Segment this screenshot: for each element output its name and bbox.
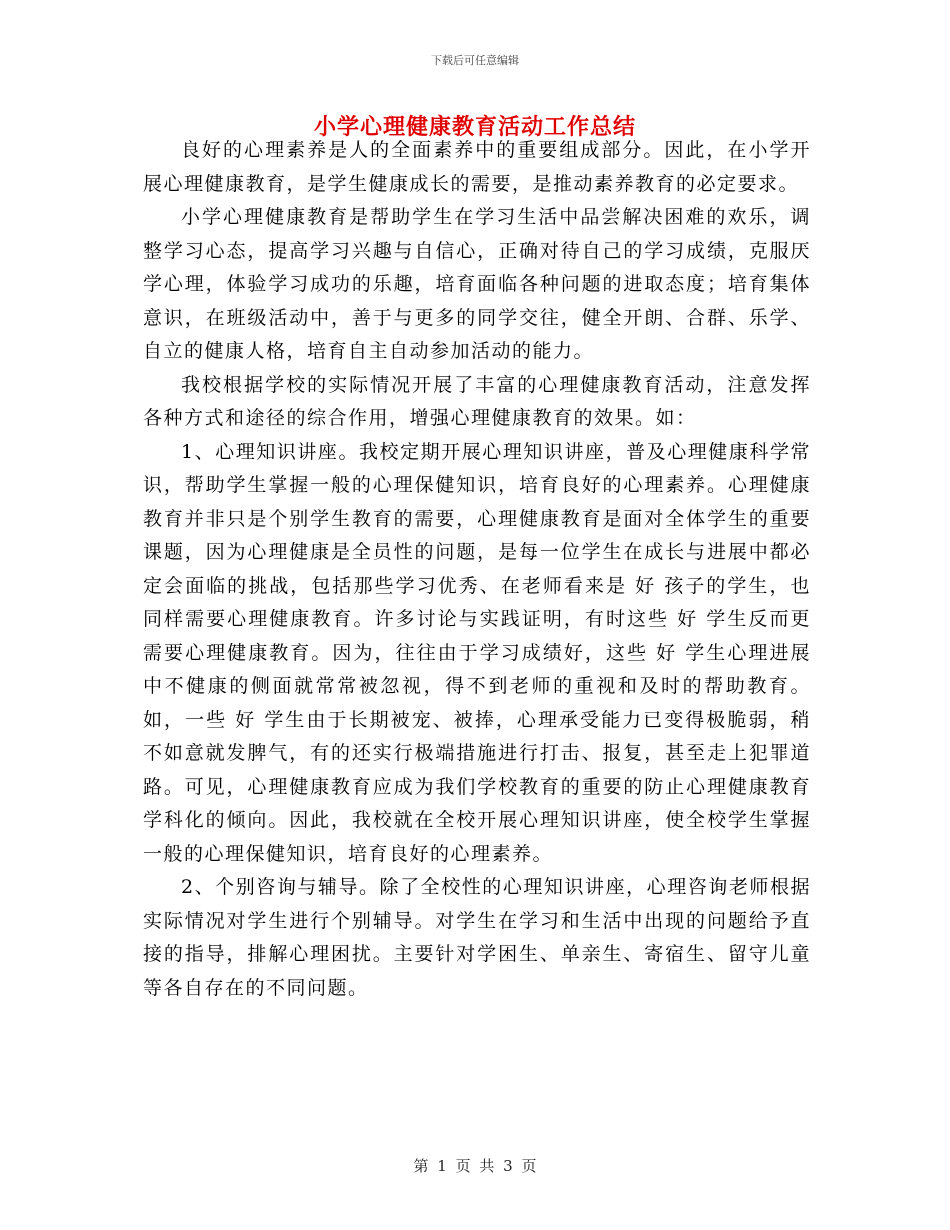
document-body: [143, 134, 811, 1005]
paragraph: 2、个别咨询与辅导。除了全校性的心理知识讲座，心理咨询老师根据实际情况对学生进行个别辅导。对学生在学习和生活中出现的问题给予直接的指导，排解心理困扰。主要针对学困生、单亲生、寄宿生、留守儿童等各自存在的不同问题。: [143, 876, 811, 999]
paragraph: 我校根据学校的实际情况开展了丰富的心理健康教育活动，注意发挥各种方式和途径的综合作用，增强心理健康教育的效果。如：: [143, 373, 811, 429]
paragraph: 1、心理知识讲座。我校定期开展心理知识讲座，普及心理健康科学常识，帮助学生掌握一般的心理保健知识，培育良好的心理素养。心理健康教育并非只是个别学生教育的需要，心理健康教育是面对全体学生的重要课题，因为心理健康是全员性的问题，是每一位学生在成长与进展中都必定会面临的挑战，包括那些学习优秀、在老师看来是 好 孩子的学生，也同样需要心理健康教育。许多讨论与实践证明，有时这些 好 学生反而更需要心理健康教育。因为，往往由于学习成绩好，这些 好 学生心理进展中不健康的侧面就常常被忽视，得不到老师的重视和及时的帮助教育。如，一些 好 学生由于长期被宠、被捧，心理承受能力已变得极脆弱，稍不如意就发脾气，有的还实行极端措施进行打击、报复，甚至走上犯罪道路。可见，心理健康教育应成为我们学校教育的重要的防止心理健康教育学科化的倾向。因此，我校就在全校开展心理知识讲座，使全校学生掌握一般的心理保健知识，培育良好的心理素养。: [143, 440, 811, 865]
page-header: 下载后可任意编辑: [431, 54, 519, 67]
paragraph: 小学心理健康教育是帮助学生在学习生活中品尝解决困难的欢乐，调整学习心态，提高学习兴趣与自信心，正确对待自己的学习成绩，克服厌学心理，体验学习成功的乐趣，培育面临各种问题的进取态度；培育集体意识，在班级活动中，善于与更多的同学交往，健全开朗、合群、乐学、自立的健康人格，培育自主自动参加活动的能力。: [143, 206, 811, 362]
page-footer: 第 1 页 共 3 页: [413, 1157, 537, 1175]
document-title: 小学心理健康教育活动工作总结: [313, 114, 636, 140]
paragraph: 良好的心理素养是人的全面素养中的重要组成部分。因此，在小学开展心理健康教育，是学生健康成长的需要，是推动素养教育的必定要求。: [143, 139, 811, 195]
